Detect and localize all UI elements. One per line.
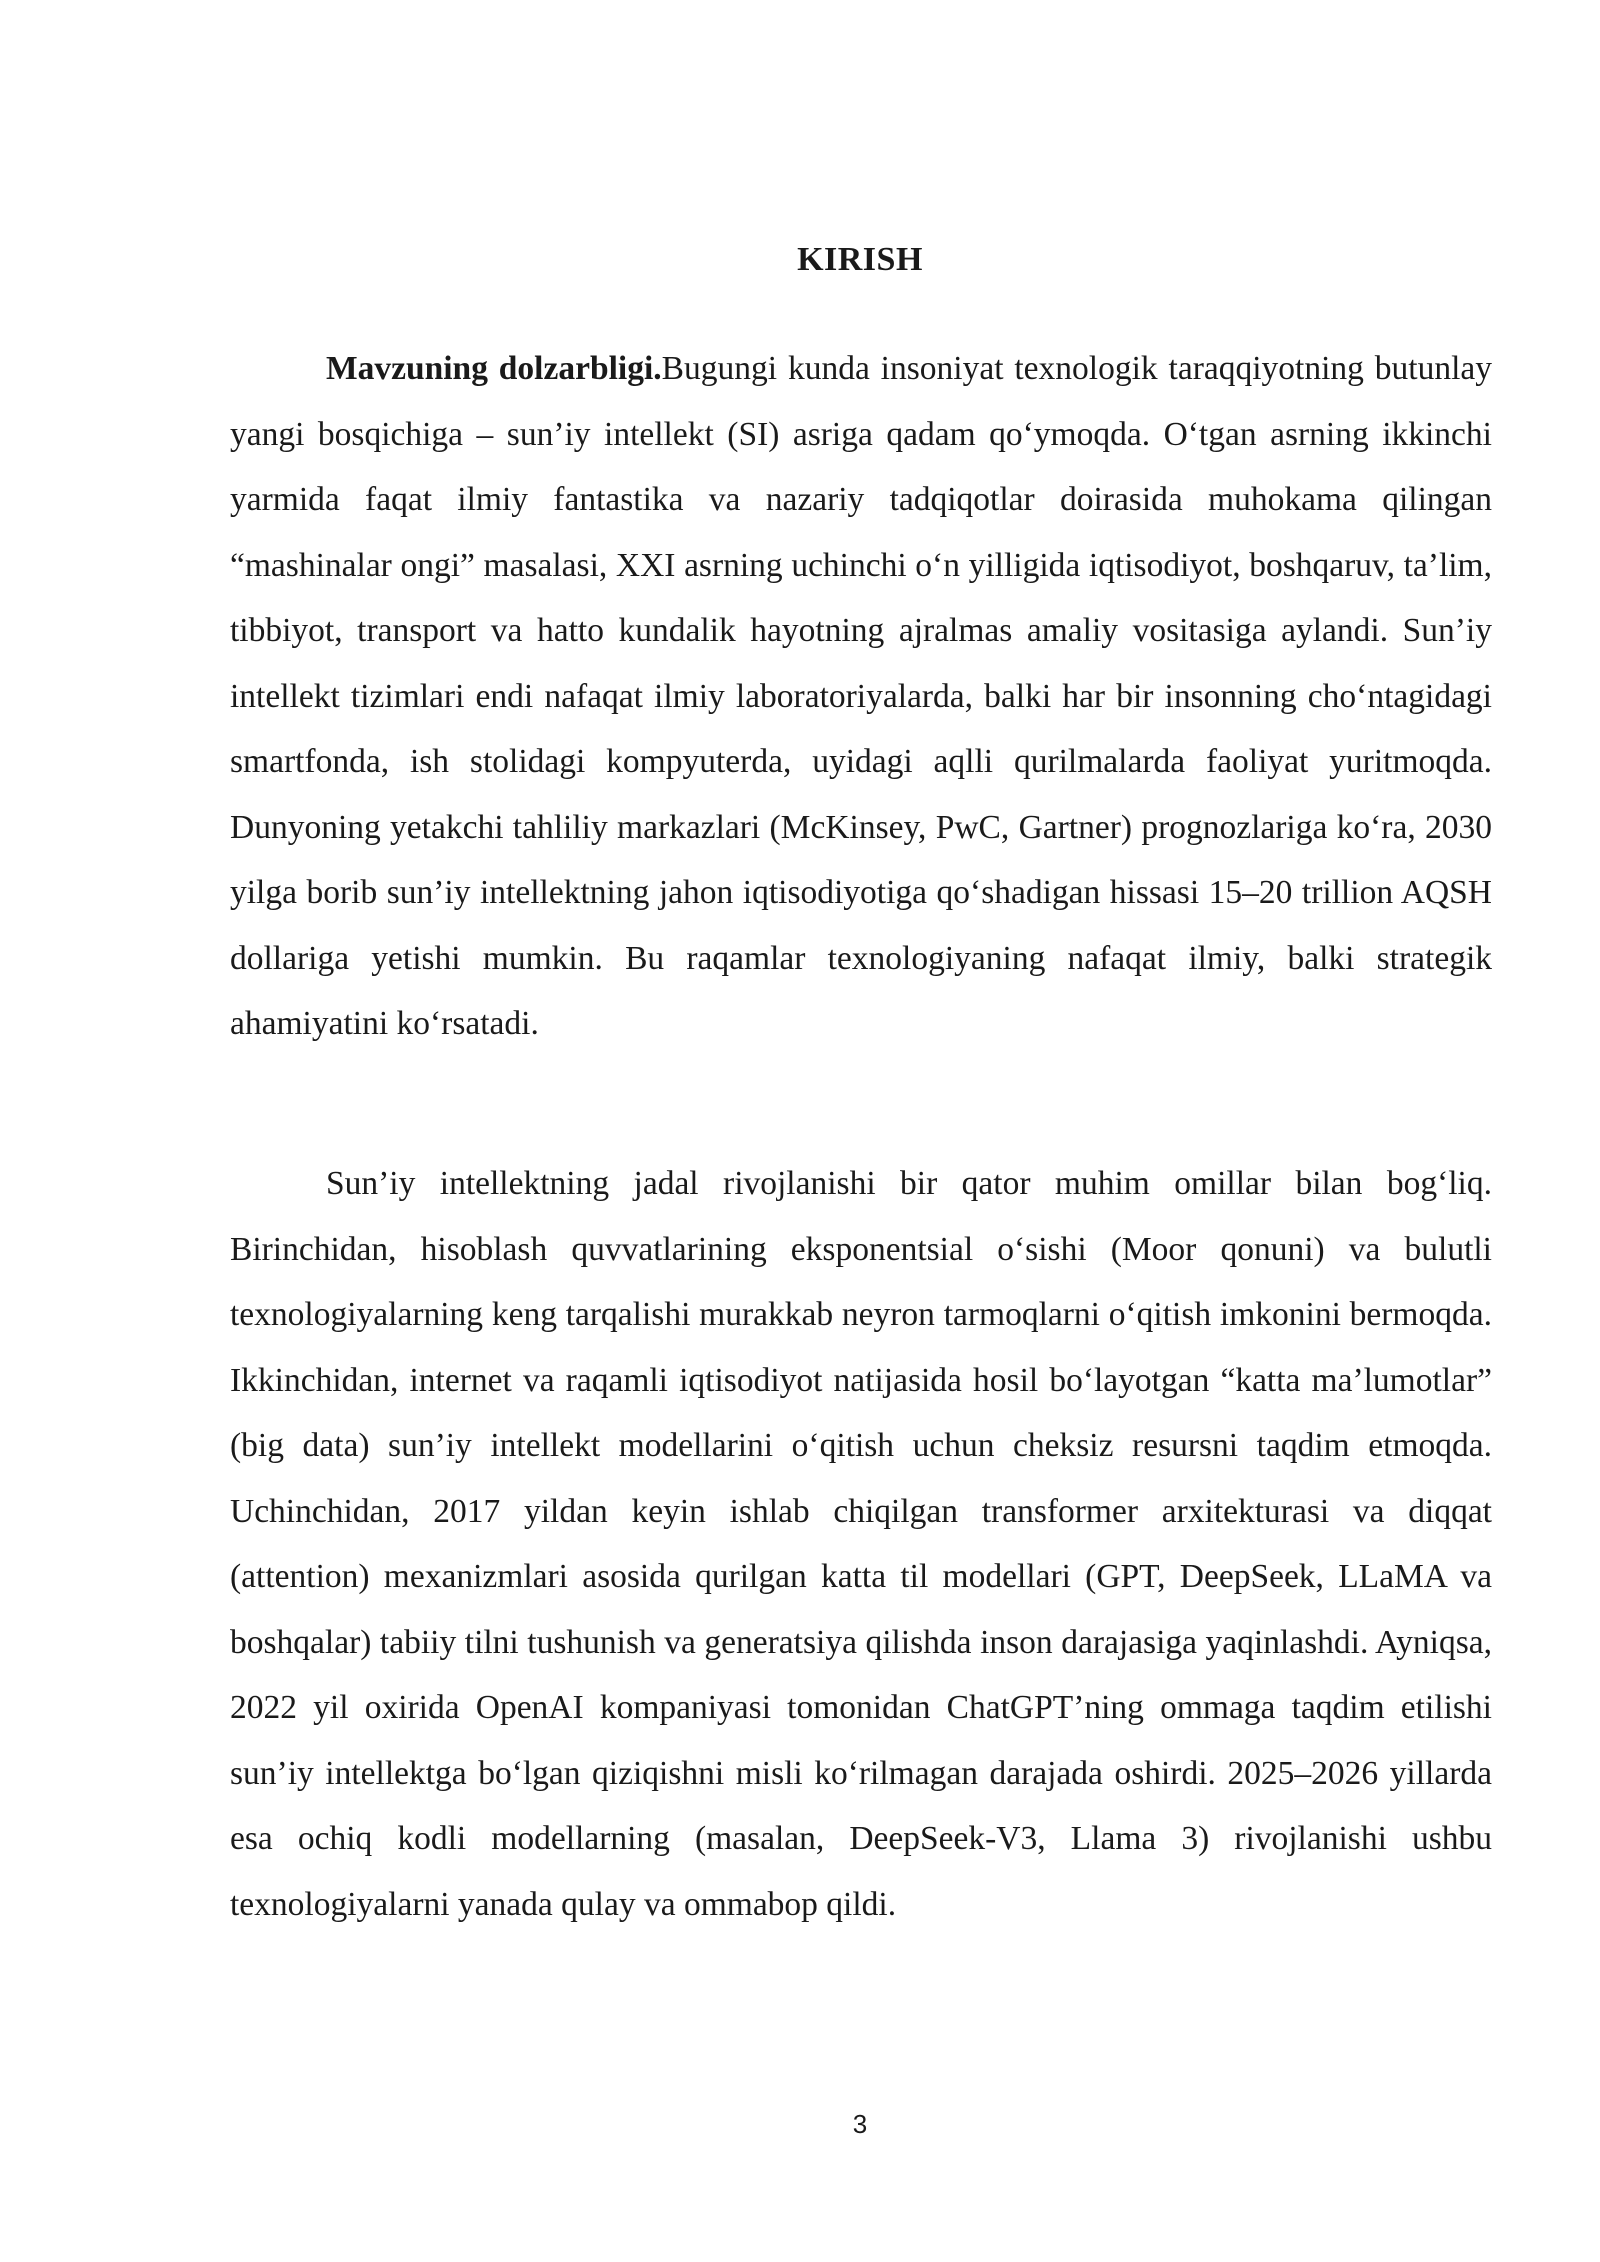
- paragraph-body: Bugungi kunda insoniyat texnologik taraqqiyotning butunlay yangi bosqichiga – sun’iy intellekt (SI) asriga qadam qo‘ymoqda. O‘tgan asrning ikkinchi yarmida faqat ilmiy fantastika va nazariy tadqiqotlar doirasida muhokama qilingan “mashinalar ongi” masalasi, XXI asrning uchinchi o‘n yilligida iqtisodiyot, boshqaruv, ta’lim, tibbiyot, transport va hatto kundalik hayotning ajralmas amaliy vositasiga aylandi. Sun’iy intellekt tizimlari endi nafaqat ilmiy laboratoriyalarda, balki har bir insonning cho‘ntagidagi smartfonda, ish stolidagi kompyuterda, uyidagi aqlli qurilmalarda faoliyat yuritmoqda. Dunyoning yetakchi tahliliy markazlari (McKinsey, PwC, Gartner) prognozlariga ko‘ra, 2030 yilga borib sun’iy intellektning jahon iqtisodiyotiga qo‘shadigan hissasi 15–20 trillion AQSH dollariga yetishi mumkin. Bu raqamlar texnologiyaning nafaqat ilmiy, balki strategik ahamiyatini ko‘rsatadi.: [230, 350, 1493, 1042]
- paragraph-body: Sun’iy intellektning jadal rivojlanishi bir qator muhim omillar bilan bog‘liq. Birinchidan, hisoblash quvvatlarining eksponentsial o‘sishi (Moor qonuni) va bulutli texnologiyalarning keng tarqalishi murakkab neyron tarmoqlarni o‘qitish imkonini bermoqda. Ikkinchidan, internet va raqamli iqtisodiyot natijasida hosil bo‘layotgan “katta ma’lumotlar” (big data) sun’iy intellekt modellarini o‘qitish uchun cheksiz resursni taqdim etmoqda. Uchinchidan, 2017 yildan keyin ishlab chiqilgan transformer arxitekturasi va diqqat (attention) mexanizmlari asosida qurilgan katta til modellari (GPT, DeepSeek, LLaMA va boshqalar) tabiiy tilni tushunish va generatsiya qilishda inson darajasiga yaqinlashdi. Ayniqsa, 2022 yil oxirida OpenAI kompaniyasi tomonidan ChatGPT’ning ommaga taqdim etilishi sun’iy intellektga bo‘lgan qiziqishni misli ko‘rilmagan darajada oshirdi. 2025–2026 yillarda esa ochiq kodli modellarning (masalan, DeepSeek-V3, Llama 3) rivojlanishi ushbu texnologiyalarni yanada qulay va ommabop qildi.: [230, 1165, 1492, 1923]
- paragraph-lead: Mavzuning dolzarbligi.: [326, 350, 662, 387]
- paragraph-relevance: [230, 336, 1492, 1057]
- paragraph-factors: [230, 1151, 1492, 1937]
- section-heading: KIRISH: [797, 241, 923, 278]
- page-number: 3: [852, 2109, 868, 2139]
